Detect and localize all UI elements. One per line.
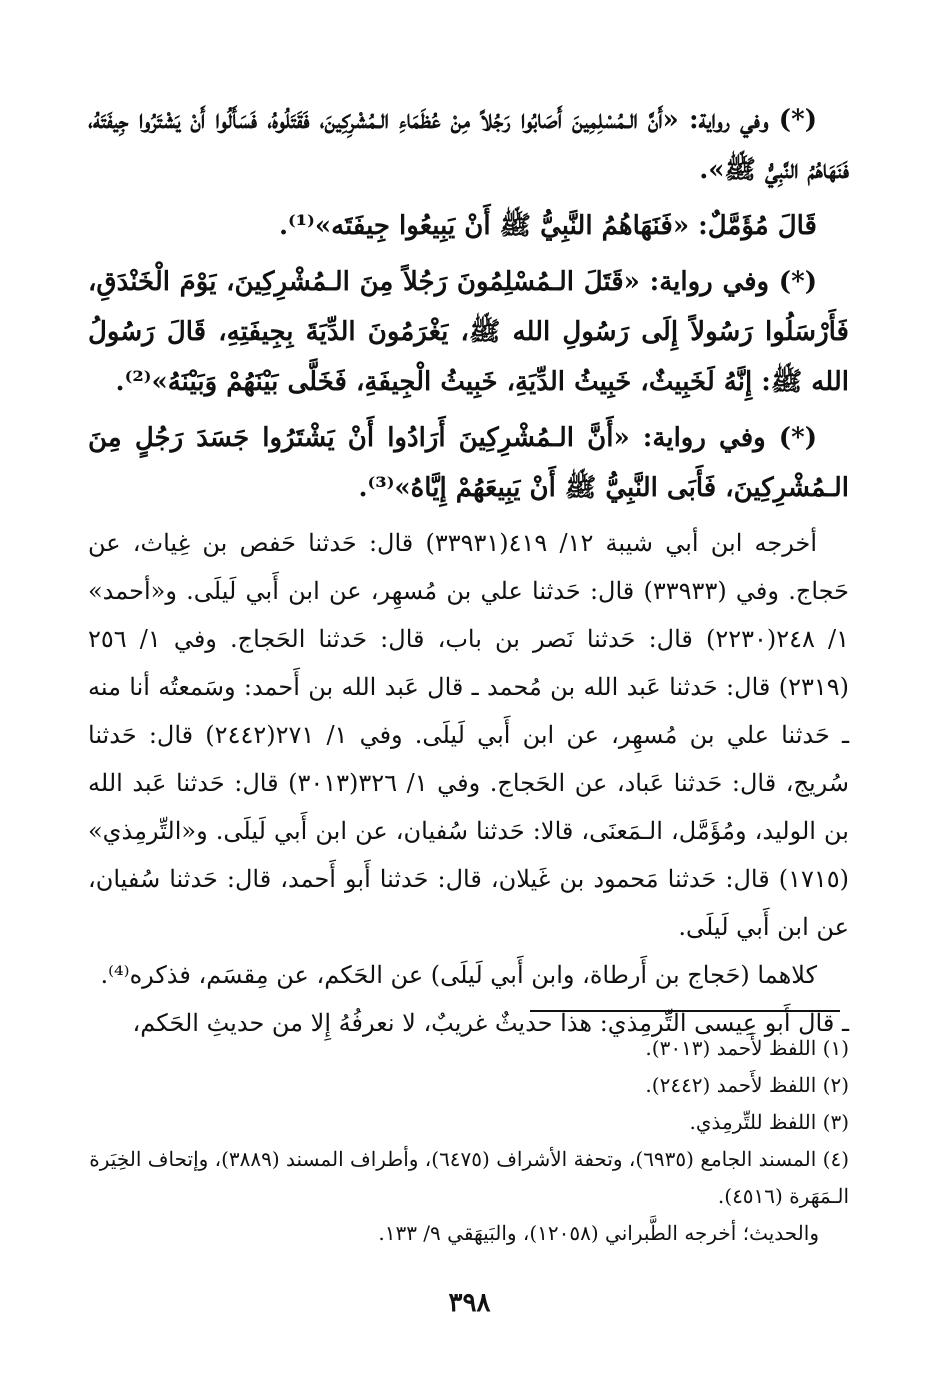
footnote: والحديث؛ أخرجه الطَّبراني (١٢٠٥٨)، والبَيهَقي ٩/ ١٣٣.: [378, 1221, 819, 1245]
narration-paragraph: (*) وفي رواية: «قَتَلَ الـمُسْلِمُونَ رَجُلاً مِنَ الـمُشْرِكِينَ، يَوْمَ الْخَنْدَقِ، فَأَرْسَلُوا رَسُولاً إِلَى رَسُولِ الله ﷺ، يَغْرَمُونَ الدِّيَةَ بِجِيفَتِهِ، قَالَ رَسُولُ الله ﷺ: إِنَّهُ لَخَبِيثٌ، خَبِيثُ الدِّيَةِ، خَبِيثُ الْجِيفَةِ، فَخَلَّى بَيْنَهُمْ وَبَيْنَهُ»⁽²⁾.: [88, 267, 849, 397]
footnote: (٣) اللفظ للتِّرمِذي.: [689, 1110, 849, 1134]
footnote: (٤) المسند الجامع (٦٩٣٥)، وتحفة الأشراف (٦٤٧٥)، وأطراف المسند (٣٨٨٩)، وإتحاف الخِيَرة الـمَهَرة (٤٥١٦).: [89, 1147, 849, 1208]
footnote: (١) اللفظ لأَحمد (٣٠١٣).: [645, 1036, 849, 1060]
footnotes: [88, 1030, 849, 1252]
main-text: [88, 95, 849, 1047]
narrations-block: [88, 95, 849, 513]
takhrij-block: [88, 519, 849, 1047]
narration-paragraph: (*) وفي رواية: «أَنَّ الـمُشْرِكِينَ أَرَادُوا أَنْ يَشْتَرُوا جَسَدَ رَجُلٍ مِنَ الـمُشْرِكِينَ، فَأَبَى النَّبِيُّ ﷺ أَنْ يَبِيعَهُمْ إِيَّاهُ»⁽³⁾.: [88, 423, 849, 503]
takhrij-paragraph: أخرجه ابن أبي شيبة ١٢/ ٤١٩(٣٣٩٣١) قال: حَدثنا حَفص بن غِياث، عن حَجاج. وفي (٣٣٩٣٣) قال: حَدثنا علي بن مُسهِر، عن ابن أَبي لَيلَى. و«أحمد» ١/ ٢٤٨(٢٢٣٠) قال: حَدثنا نَصر بن باب، قال: حَدثنا الحَجاج. وفي ١/ ٢٥٦ (٢٣١٩) قال: حَدثنا عَبد الله بن مُحمد ـ قال عَبد الله بن أَحمد: وسَمعتُه أنا منه ـ حَدثنا علي بن مُسهِر، عن ابن أَبي لَيلَى. وفي ١/ ٢٧١(٢٤٤٢) قال: حَدثنا سُريج، قال: حَدثنا عَباد، عن الحَجاج. وفي ١/ ٣٢٦(٣٠١٣) قال: حَدثنا عَبد الله بن الوليد، ومُؤَمَّل، الـمَعنَى، قالا: حَدثنا سُفيان، عن ابن أَبي لَيلَى. و«التِّرمِذي» (١٧١٥) قال: حَدثنا مَحمود بن غَيلان، قال: حَدثنا أَبو أَحمد، قال: حَدثنا سُفيان، عن ابن أَبي لَيلَى.: [88, 529, 850, 941]
narration-paragraph: (*) وفي رواية: «أَنَّ الـمُسْلِمِينَ أَصَابُوا رَجُلاً مِنْ عُظَمَاءِ الـمُشْرِكِينَ، فَقَتَلُوهُ، فَسَأَلُوا أَنْ يَشْتَرُوا جِيفَتَهُ، فَنَهَاهُمُ النَّبِيُّ ﷺ».: [88, 105, 849, 185]
takhrij-paragraph: كلاهما (حَجاج بن أَرطاة، وابن أَبي لَيلَى) عن الحَكم، عن مِقسَم، فذكره⁽⁴⁾.: [100, 961, 817, 989]
narration-paragraph: قَالَ مُؤَمَّلٌ: «فَنَهَاهُمُ النَّبِيُّ ﷺ أَنْ يَبِيعُوا جِيفَتَه»⁽¹⁾.: [278, 211, 817, 241]
footnote: (٢) اللفظ لأَحمد (٢٤٤٢).: [645, 1073, 849, 1097]
page-number: ٣٩٨: [448, 1288, 491, 1318]
takhrij-paragraph: ـ قال أَبو عِيسى التِّرمِذي: هذا حديثٌ غريبٌ، لا نعرفُهُ إِلا من حديثِ الحَكم،: [132, 1009, 849, 1037]
footnote-separator: [530, 1010, 840, 1012]
